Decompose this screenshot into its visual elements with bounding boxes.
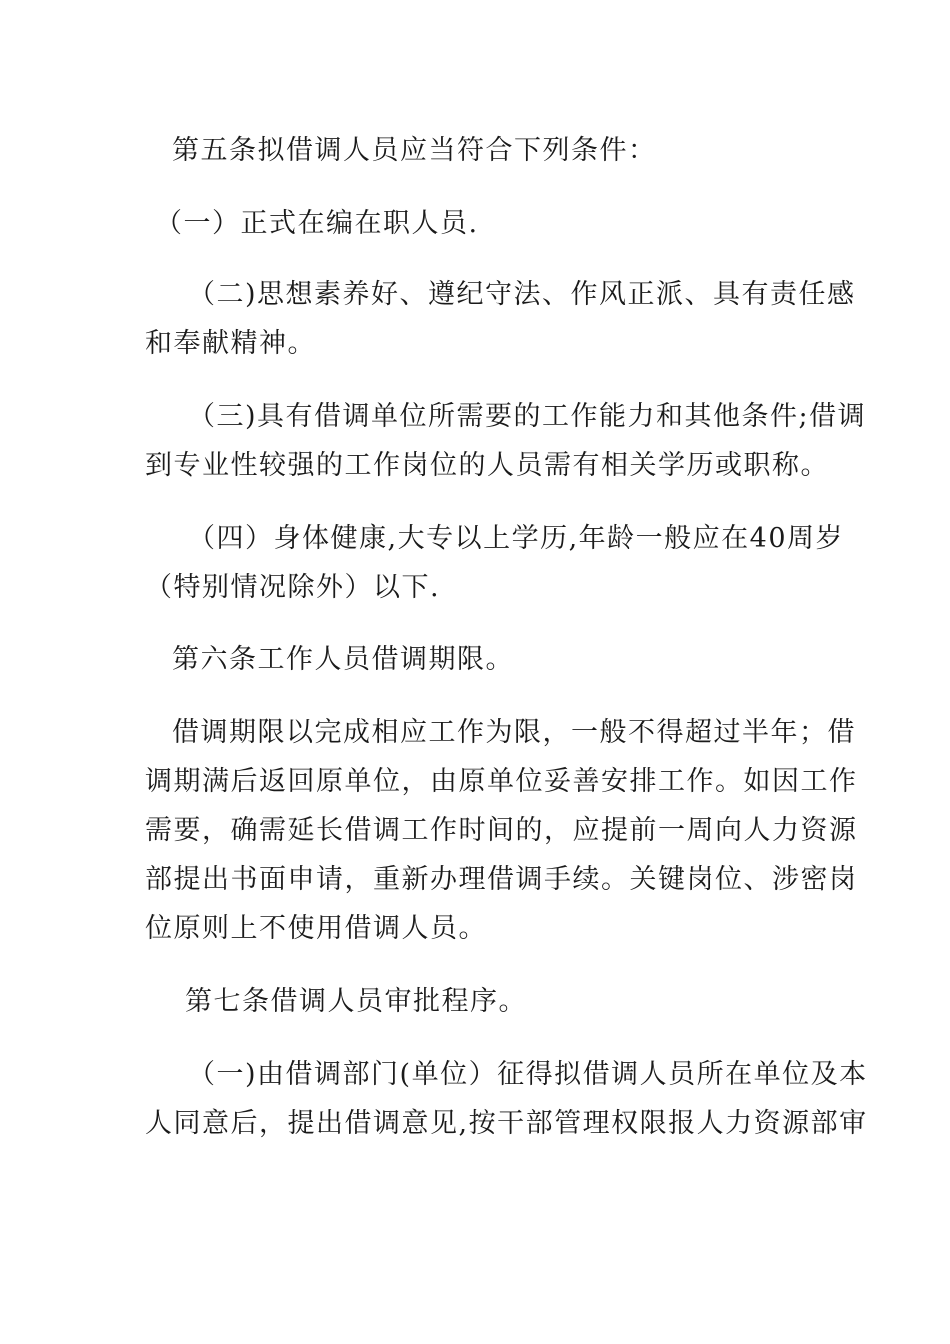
article-5-item-1: （一）正式在编在职人员. [155,208,479,239]
article-5-item-4-line-1: （四）身体健康,大专以上学历,年龄一般应在40周岁 [188,523,845,554]
article-5-item-3-line-2: 到专业性较强的工作岗位的人员需有相关学历或职称。 [145,450,829,481]
article-5-item-3-line-1: （三)具有借调单位所需要的工作能力和其他条件;借调 [188,401,867,432]
article-7-item-1-line-1: （一)由借调部门(单位）征得拟借调人员所在单位及本 [188,1059,868,1090]
article-6-body-line-3: 需要，确需延长借调工作时间的，应提前一周向人力资源 [145,815,858,846]
article-5-item-2-line-2: 和奉献精神。 [145,328,316,359]
article-6-body-line-1: 借调期限以完成相应工作为限，一般不得超过半年；借 [172,717,856,748]
article-6-body-line-2: 调期满后返回原单位，由原单位妥善安排工作。如因工作 [145,766,858,797]
article-6-body-line-4: 部提出书面申请，重新办理借调手续。关键岗位、涉密岗 [145,864,858,895]
article-5-item-4-line-2: （特别情况除外）以下. [145,572,441,603]
article-6-heading: 第六条工作人员借调期限。 [172,644,514,675]
article-6-body-line-5: 位原则上不使用借调人员。 [145,913,487,944]
article-7-heading: 第七条借调人员审批程序。 [185,986,527,1017]
article-5-heading: 第五条拟借调人员应当符合下列条件： [172,135,657,166]
article-5-item-2-line-1: （二)思想素养好、遵纪守法、作风正派、具有责任感 [188,279,856,310]
article-7-item-1-line-2: 人同意后，提出借调意见,按干部管理权限报人力资源部审 [145,1108,868,1139]
